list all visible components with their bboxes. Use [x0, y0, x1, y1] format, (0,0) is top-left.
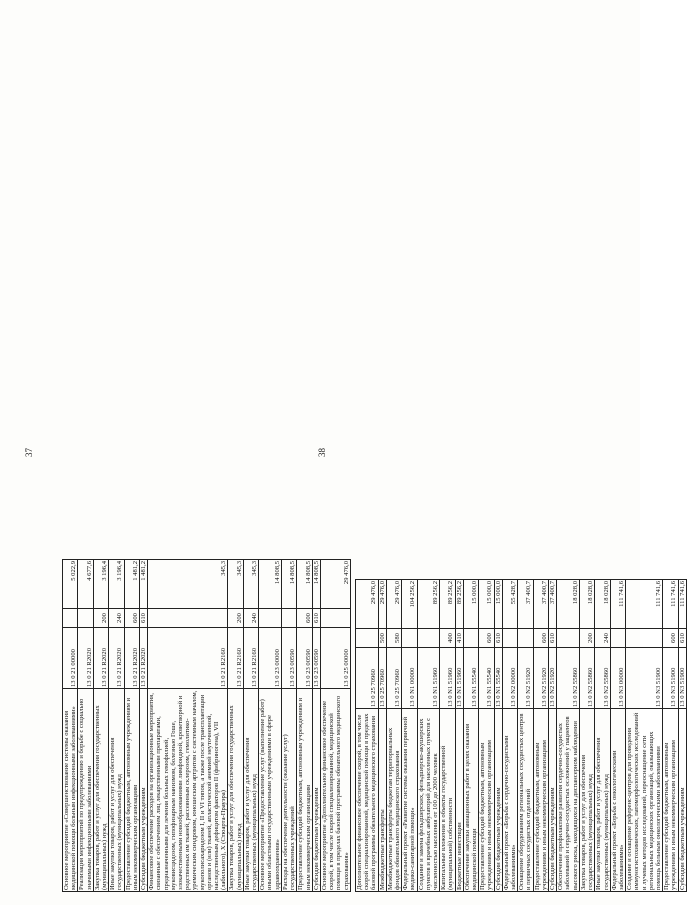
table-row [610, 580, 625, 892]
table-row [549, 580, 557, 892]
row-name: Предоставление субсидий бюджетным, автономным учреждениям и иным некоммерческим организациям [479, 709, 494, 892]
row-type [78, 609, 93, 628]
budget-table-body [63, 560, 351, 892]
row-code: 13 0 21 R2020 [78, 628, 93, 689]
row-name: Предоставление субсидий бюджетным, автономным учреждениям и иным некоммерческим организациям [533, 709, 548, 892]
row-sum: 5 022,9 [63, 560, 78, 609]
row-sum: 29 476,0 [320, 560, 350, 609]
row-type [148, 609, 228, 628]
row-code: 13 0 N3 51900 [626, 648, 663, 709]
table-row [243, 560, 258, 892]
row-code: 13 0 21 R2020 [124, 628, 139, 689]
row-sum: 14 808,5 [281, 560, 296, 609]
row-code: 13 0 23 00590 [281, 628, 296, 689]
row-type: 240 [595, 629, 610, 648]
row-type [518, 629, 533, 648]
table-row [440, 580, 455, 892]
table-row [417, 580, 440, 892]
row-name: Создание и оснащение референс-центров для проведения иммуногистохимических, патоморфологических исследований и лучевых методов исследований, переоснащение сети региональных медицинских организаций, оказывающих помощь больным онкологическими заболеваниями [626, 709, 663, 892]
row-code: 13 0 N2 51920 [549, 648, 557, 709]
row-sum: 15 000,0 [479, 580, 494, 629]
row-sum: 111 741,6 [678, 580, 686, 629]
row-code: 13 0 21 R2020 [140, 628, 148, 689]
row-code: 13 0 23 00590 [312, 628, 320, 689]
table-row [259, 560, 282, 892]
budget-table-body [356, 580, 687, 892]
row-name: Создание и замена фельдшерских, фельдшерско-акушерских пунктов и врачебных амбулаторий для населенных пунктов с численностью населения от 100 до 2000 человек [417, 709, 440, 892]
table-row [297, 560, 312, 892]
row-type: 200 [228, 609, 243, 628]
row-code: 13 0 23 00590 [297, 628, 312, 689]
row-name: Иные закупки товаров, работ и услуг для обеспечения государственных (муниципальных) нужд [243, 689, 258, 892]
row-name: Дополнительное финансовое обеспечение скорой, в том числе скорой специализированной, медицинской помощи в пределах базовой программы обязательного медицинского страхования [356, 709, 379, 892]
row-code: 13 0 21 R2020 [93, 628, 108, 689]
row-sum: 18 028,0 [579, 580, 594, 629]
row-code: 13 0 N2 51920 [518, 648, 533, 709]
row-type: 610 [312, 609, 320, 628]
row-sum: 345,3 [243, 560, 258, 609]
row-code: 13 0 N3 51900 [678, 648, 686, 709]
row-code: 13 0 N1 00000 [402, 648, 417, 709]
row-type: 410 [455, 629, 463, 648]
row-sum: 89 256,2 [417, 580, 440, 629]
row-code: 13 0 21 R2160 [228, 628, 243, 689]
right-page-panel [315, 0, 686, 905]
row-type [402, 629, 417, 648]
row-name: Иные закупки товаров, работ и услуг для обеспечения государственных (муниципальных) нужд [109, 689, 124, 892]
row-name: Финансовое обеспечение расходов на организационные мероприятия, связанные с обеспечением лиц лекарственными препаратами, предназначенными для лечения больных гемофилией, муковисцидозом, гипофизарным нанизмом, болезнью Гоше, злокачественными новообразованиями лимфоидной, кроветворной и родственных им тканей, рассеянным склерозом, гемолитико-уремическим синдромом, юношеским артритом с системным началом, мукополисахаридозом I, II и VI типов, а также после трансплантации органов и (или) тканей, апластической анемией неуточненной, наследственным дефицитом факторов II (фибриногена), VII (лабильного), X (Стюарта-Прауэра) [148, 689, 228, 892]
row-name: Федеральный проект «Борьба с сердечно-сосудистыми заболеваниями» [502, 709, 517, 892]
row-code: 13 0 N1 51960 [440, 648, 455, 709]
table-row [228, 560, 243, 892]
row-name: Субсидии бюджетным учреждениям [140, 689, 148, 892]
row-type [610, 629, 625, 648]
row-sum: 3 196,4 [109, 560, 124, 609]
row-type: 240 [243, 609, 258, 628]
right-page-rotated [315, 22, 686, 892]
row-type [356, 629, 379, 648]
row-code: 13 0 N2 55860 [557, 648, 580, 709]
row-name: Расходы на обеспечение деятельности (оказание услуг) государственных учреждений [281, 689, 296, 892]
row-sum: 89 256,2 [440, 580, 455, 629]
row-sum: 4 677,6 [78, 560, 93, 609]
row-sum: 37 400,7 [533, 580, 548, 629]
row-code: 13 0 N2 51920 [533, 648, 548, 709]
row-type [417, 629, 440, 648]
row-name: Основное мероприятие «Дополнительное финансовое обеспечение скорой, в том числе скорой специализированной, медицинской помощи в пределах базовой программы обязательного медицинского страхования» [320, 689, 350, 892]
row-name: Федеральный проект «Развитие системы оказания первичной медико-санитарной помощи» [402, 709, 417, 892]
row-type: 610 [678, 629, 686, 648]
row-sum: 18 028,0 [595, 580, 610, 629]
row-name: Предоставление субсидий бюджетным, автономным учреждениям и иным некоммерческим организациям [297, 689, 312, 892]
row-sum: 111 741,6 [663, 580, 678, 629]
row-sum: 15 000,0 [463, 580, 478, 629]
row-name: Межбюджетные трансферты [378, 709, 386, 892]
row-sum: 18 028,0 [557, 580, 580, 629]
table-row [557, 580, 580, 892]
row-sum: 37 400,7 [518, 580, 533, 629]
row-code: 13 0 21 R2020 [109, 628, 124, 689]
row-sum: 3 196,4 [93, 560, 108, 609]
row-sum: 345,3 [228, 560, 243, 609]
table-row [356, 580, 379, 892]
row-code: 13 0 N1 55540 [463, 648, 478, 709]
row-name: Реализация мероприятий по предупреждению и борьбе с социально значимыми инфекционными заболеваниями [78, 689, 93, 892]
row-code: 13 0 N1 51960 [455, 648, 463, 709]
row-type: 600 [124, 609, 139, 628]
row-sum: 29 476,0 [378, 580, 386, 629]
row-name: Субсидии бюджетным учреждениям [312, 689, 320, 892]
table-row [402, 580, 417, 892]
row-name: Иные закупки товаров, работ и услуг для обеспечения государственных (муниципальных) нужд [595, 709, 610, 892]
row-name: Бюджетные инвестиции [455, 709, 463, 892]
row-type: 580 [386, 629, 401, 648]
row-code: 13 0 N1 51960 [417, 648, 440, 709]
row-sum: 14 808,5 [312, 560, 320, 609]
row-name: Обеспечение профилактики развития сердечно-сосудистых заболеваний и сердечно-сосудистых осложнений у пациентов высокого риска, находящихся на диспансерном наблюдении [557, 709, 580, 892]
row-code: 13 0 N2 55860 [595, 648, 610, 709]
page-number: 38 [317, 448, 327, 457]
table-row [626, 580, 663, 892]
row-type: 200 [93, 609, 108, 628]
row-code: 13 0 21 00000 [63, 628, 78, 689]
row-sum: 89 256,2 [455, 580, 463, 629]
row-name: Закупка товаров, работ и услуг для обеспечения государственных (муниципальных) нужд [228, 689, 243, 892]
row-type: 610 [140, 609, 148, 628]
table-row [93, 560, 108, 892]
row-type: 610 [494, 629, 502, 648]
row-type [626, 629, 663, 648]
row-sum: 55 428,7 [502, 580, 517, 629]
row-type: 200 [579, 629, 594, 648]
table-row [494, 580, 502, 892]
row-type: 600 [297, 609, 312, 628]
row-name: Оснащение оборудованием региональных сосудистых центров и первичных сосудистых отделений [518, 709, 533, 892]
row-name: Капитальные вложения в объекты государственной (муниципальной) собственности [440, 709, 455, 892]
row-type [502, 629, 517, 648]
row-name: Субсидии бюджетным учреждениям [678, 709, 686, 892]
row-sum: 14 808,5 [259, 560, 282, 609]
row-code: 13 0 21 R2160 [243, 628, 258, 689]
table-row [386, 580, 401, 892]
row-name: Межбюджетные трансферты бюджетам территориальных фондов обязательного медицинского страхования [386, 709, 401, 892]
table-row [63, 560, 78, 892]
row-code: 13 0 N3 51900 [663, 648, 678, 709]
table-row [502, 580, 517, 892]
row-sum: 29 476,0 [356, 580, 379, 629]
row-type: 400 [440, 629, 455, 648]
table-row [663, 580, 678, 892]
table-row [479, 580, 494, 892]
budget-table [62, 559, 351, 892]
row-code: 13 0 N2 00000 [502, 648, 517, 709]
row-name: Основное мероприятие «Совершенствование системы оказания медицинской помощи больным инфекционными заболеваниями» [63, 689, 78, 892]
row-type: 600 [663, 629, 678, 648]
table-row [148, 560, 228, 892]
row-sum: 111 741,6 [626, 580, 663, 629]
row-name: Предоставление субсидий бюджетным, автономным учреждениям и иным некоммерческим организациям [124, 689, 139, 892]
row-name: Основное мероприятие «Предоставление услуг (выполнение работ) иными областными государственными учреждениями в сфере здравоохранения» [259, 689, 282, 892]
row-type: 610 [549, 629, 557, 648]
row-name: Закупка товаров, работ и услуг для обеспечения государственных (муниципальных) нужд [93, 689, 108, 892]
row-code: 13 0 21 R2160 [148, 628, 228, 689]
table-row [455, 580, 463, 892]
table-row [463, 580, 478, 892]
row-code: 13 0 N1 55540 [479, 648, 494, 709]
row-code: 13 0 N3 00000 [610, 648, 625, 709]
row-type: 600 [479, 629, 494, 648]
row-sum: 1 481,2 [140, 560, 148, 609]
row-name: Субсидии бюджетным учреждениям [494, 709, 502, 892]
row-sum: 37 400,7 [549, 580, 557, 629]
row-code: 13 0 25 70960 [386, 648, 401, 709]
row-sum: 111 741,6 [610, 580, 625, 629]
row-sum: 1 481,2 [124, 560, 139, 609]
table-row [109, 560, 124, 892]
page-number: 37 [24, 448, 34, 457]
table-row [78, 560, 93, 892]
row-code: 13 0 N2 55860 [579, 648, 594, 709]
row-sum: 345,3 [148, 560, 228, 609]
row-code: 13 0 25 70960 [356, 648, 379, 709]
row-type [463, 629, 478, 648]
table-row [518, 580, 533, 892]
row-type [63, 609, 78, 628]
table-row [595, 580, 610, 892]
row-sum: 14 808,5 [297, 560, 312, 609]
table-row [678, 580, 686, 892]
table-row [579, 580, 594, 892]
row-type [259, 609, 282, 628]
row-type: 240 [109, 609, 124, 628]
row-code: 13 0 23 00000 [259, 628, 282, 689]
row-code: 13 0 25 00000 [320, 628, 350, 689]
row-sum: 104 256,2 [402, 580, 417, 629]
table-row [281, 560, 296, 892]
row-sum: 29 476,0 [386, 580, 401, 629]
budget-table [355, 579, 687, 892]
row-name: Федеральный проект «Борьба с онкологическими заболеваниями» [610, 709, 625, 892]
row-name: Обеспечение закупки авиационных работ в целях оказания медицинской помощи [463, 709, 478, 892]
row-name: Предоставление субсидий бюджетным, автономным учреждениям и иным некоммерческим организациям [663, 709, 678, 892]
table-row [533, 580, 548, 892]
table-row [378, 580, 386, 892]
table-row [124, 560, 139, 892]
row-name: Субсидии бюджетным учреждениям [549, 709, 557, 892]
row-type [281, 609, 296, 628]
row-type: 600 [533, 629, 548, 648]
row-type [557, 629, 580, 648]
row-sum: 15 000,0 [494, 580, 502, 629]
table-row [140, 560, 148, 892]
row-name: Закупка товаров, работ и услуг для обеспечения государственных (муниципальных) нужд [579, 709, 594, 892]
row-code: 13 0 25 70960 [378, 648, 386, 709]
row-code: 13 0 N1 55540 [494, 648, 502, 709]
row-type: 500 [378, 629, 386, 648]
